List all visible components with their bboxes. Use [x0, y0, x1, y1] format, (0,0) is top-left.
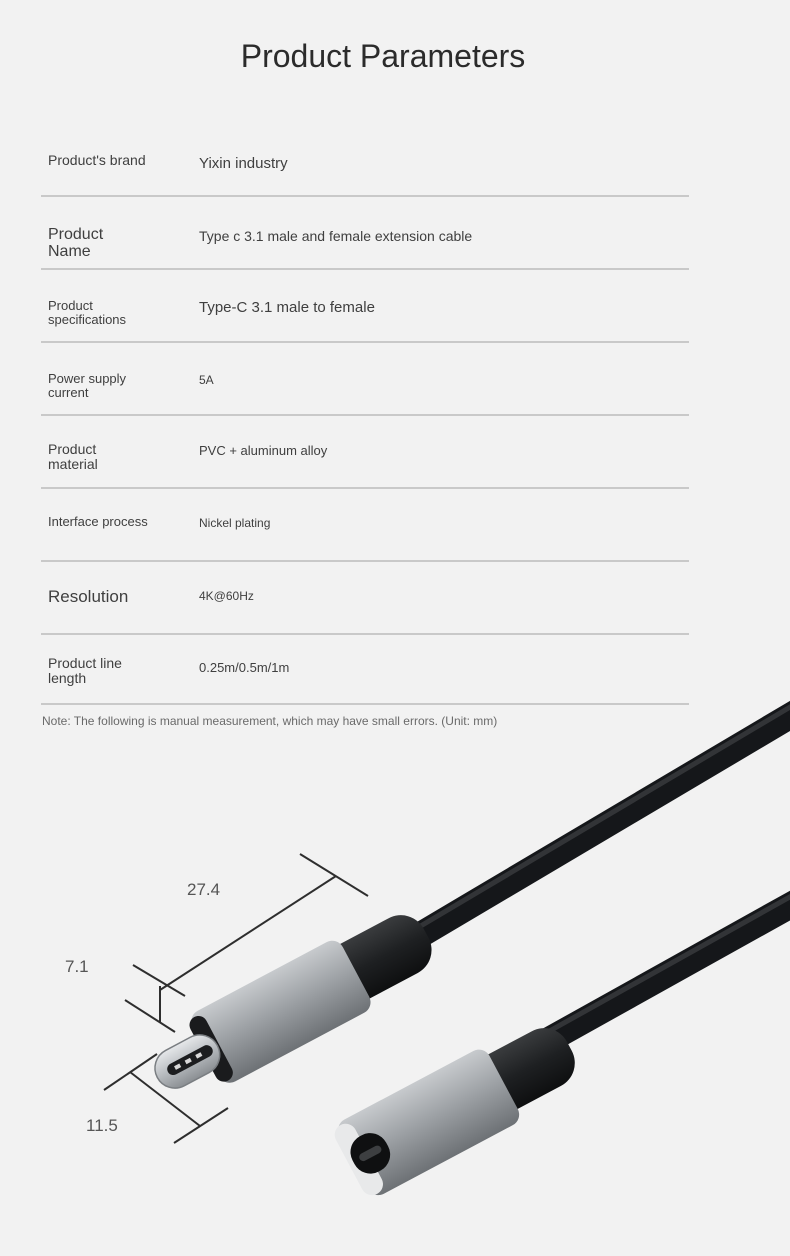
male-connector	[139, 899, 446, 1113]
spec-row-name	[41, 197, 689, 270]
spec-label: Resolution	[48, 587, 129, 606]
page-title: Product Parameters	[240, 38, 526, 74]
spec-value: 5A	[199, 373, 214, 387]
spec-label: Product Name	[48, 226, 104, 260]
spec-value: Type-C 3.1 male to female	[199, 299, 375, 316]
spec-value: Nickel plating	[199, 516, 271, 530]
width-dimension-label: 11.5	[86, 1116, 118, 1135]
spec-label: Product line length	[48, 655, 122, 686]
male-cable	[392, 703, 790, 950]
spec-row-current	[41, 343, 689, 416]
spec-label: Interface process	[48, 514, 148, 529]
spec-row-interface	[41, 489, 689, 562]
spec-label: Product material	[48, 441, 98, 472]
spec-value: Type c 3.1 male and female extension cable	[199, 228, 473, 244]
spec-label: Product specifications	[48, 298, 127, 327]
spec-row-brand	[41, 127, 689, 197]
spec-row-material	[41, 416, 689, 489]
female-connector	[329, 1010, 589, 1202]
spec-value: PVC + aluminum alloy	[199, 443, 328, 458]
height-dimension-label: 7.1	[65, 957, 89, 976]
spec-value: Yixin industry	[199, 155, 288, 172]
female-cable	[537, 893, 790, 1045]
spec-label: Product's brand	[48, 152, 146, 168]
spec-row-specifications	[41, 270, 689, 343]
spec-value: 4K@60Hz	[199, 589, 254, 603]
spec-row-resolution	[41, 562, 689, 635]
cable-illustration	[0, 690, 790, 1250]
measurement-note: Note: The following is manual measurement, which may have small errors. (Unit: mm)	[42, 714, 498, 728]
length-dimension-label: 27.4	[187, 880, 221, 899]
spec-value: 0.25m/0.5m/1m	[199, 660, 290, 675]
spec-label: Power supply current	[48, 371, 127, 400]
